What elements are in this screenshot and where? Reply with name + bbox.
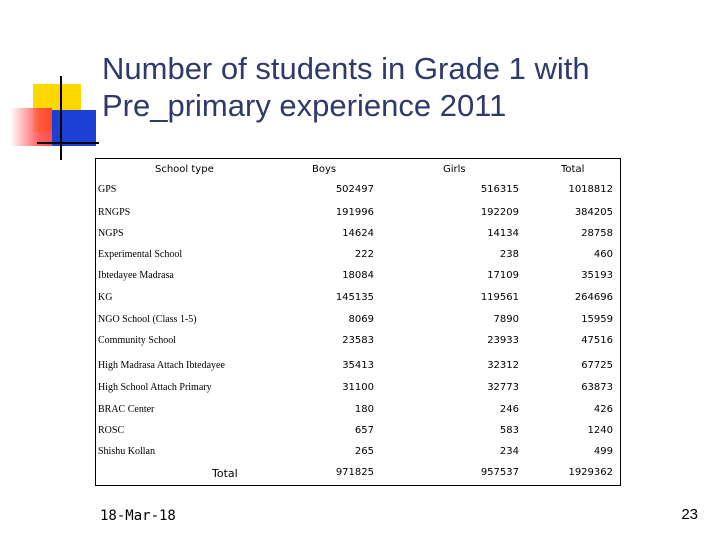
total-cell: 1240	[587, 425, 613, 436]
school-type-cell: High School Attach Primary	[98, 382, 212, 393]
header-total: Total	[561, 164, 585, 175]
total-cell: 28758	[581, 228, 613, 239]
table-row	[0, 446, 720, 460]
school-type-cell: Shishu Kollan	[98, 446, 155, 457]
table-row	[0, 314, 720, 328]
total-cell: 384205	[574, 207, 613, 218]
boys-cell: 31100	[342, 382, 374, 393]
total-cell: 67725	[581, 360, 613, 371]
decor-blue-square	[52, 110, 96, 146]
header-boys: Boys	[312, 164, 337, 175]
girls-cell: 192209	[480, 207, 519, 218]
boys-cell: 145135	[335, 292, 374, 303]
girls-cell: 516315	[480, 184, 519, 195]
total-cell: 426	[593, 404, 613, 415]
girls-cell: 7890	[493, 314, 519, 325]
footer-date: 18-Mar-18	[100, 508, 176, 524]
school-type-cell: RNGPS	[98, 207, 131, 218]
school-type-cell: BRAC Center	[98, 404, 155, 415]
table-row	[0, 404, 720, 418]
grand-total-cell: 1929362	[568, 467, 613, 478]
table-row	[0, 335, 720, 349]
girls-cell: 234	[499, 446, 519, 457]
title-line-2: Pre_primary experience 2011	[102, 88, 507, 123]
boys-cell: 14624	[342, 228, 374, 239]
boys-cell: 265	[354, 446, 374, 457]
table-row	[0, 207, 720, 221]
header-school-type: School type	[155, 164, 214, 175]
boys-cell: 657	[354, 425, 374, 436]
school-type-cell: Ibtedayee Madrasa	[98, 270, 174, 281]
girls-cell: 23933	[487, 335, 519, 346]
total-cell: 499	[593, 446, 613, 457]
table-row	[0, 249, 720, 263]
boys-cell: 23583	[342, 335, 374, 346]
school-type-cell: GPS	[98, 184, 117, 195]
page-number: 23	[681, 506, 698, 523]
total-row	[0, 467, 720, 481]
total-cell: 264696	[574, 292, 613, 303]
table-row	[0, 270, 720, 284]
boys-cell: 180	[354, 404, 374, 415]
boys-cell: 222	[354, 249, 374, 260]
school-type-cell: NGPS	[98, 228, 124, 239]
decor-horizontal-line	[37, 142, 99, 144]
boys-cell: 35413	[342, 360, 374, 371]
school-type-cell: High Madrasa Attach Ibtedayee	[98, 360, 225, 371]
girls-cell: 583	[499, 425, 519, 436]
table-row	[0, 382, 720, 396]
girls-cell: 119561	[480, 292, 519, 303]
slide-title	[102, 50, 702, 124]
total-girls-cell: 957537	[480, 467, 519, 478]
total-cell: 15959	[581, 314, 613, 325]
boys-cell: 8069	[348, 314, 374, 325]
school-type-cell: ROSC	[98, 425, 125, 436]
table-row	[0, 425, 720, 439]
girls-cell: 238	[499, 249, 519, 260]
decor-vertical-line	[60, 76, 62, 160]
total-cell: 35193	[581, 270, 613, 281]
total-cell: 63873	[581, 382, 613, 393]
girls-cell: 14134	[487, 228, 519, 239]
table-row	[0, 360, 720, 374]
total-row-label: Total	[212, 467, 238, 480]
school-type-cell: Community School	[98, 335, 177, 346]
girls-cell: 17109	[487, 270, 519, 281]
title-line-1: Number of students in Grade 1 with	[102, 51, 590, 86]
table-row	[0, 228, 720, 242]
girls-cell: 32312	[487, 360, 519, 371]
girls-cell: 246	[499, 404, 519, 415]
boys-cell: 18084	[342, 270, 374, 281]
boys-cell: 502497	[335, 184, 374, 195]
girls-cell: 32773	[487, 382, 519, 393]
total-boys-cell: 971825	[335, 467, 374, 478]
boys-cell: 191996	[335, 207, 374, 218]
table-row	[0, 292, 720, 306]
total-cell: 47516	[581, 335, 613, 346]
decor-red-gradient-bar	[10, 108, 52, 146]
school-type-cell: Experimental School	[98, 249, 183, 260]
school-type-cell: KG	[98, 292, 113, 303]
school-type-cell: NGO School (Class 1-5)	[98, 314, 197, 325]
header-girls: Girls	[443, 164, 466, 175]
total-cell: 1018812	[568, 184, 613, 195]
table-row	[0, 184, 720, 198]
total-cell: 460	[593, 249, 613, 260]
